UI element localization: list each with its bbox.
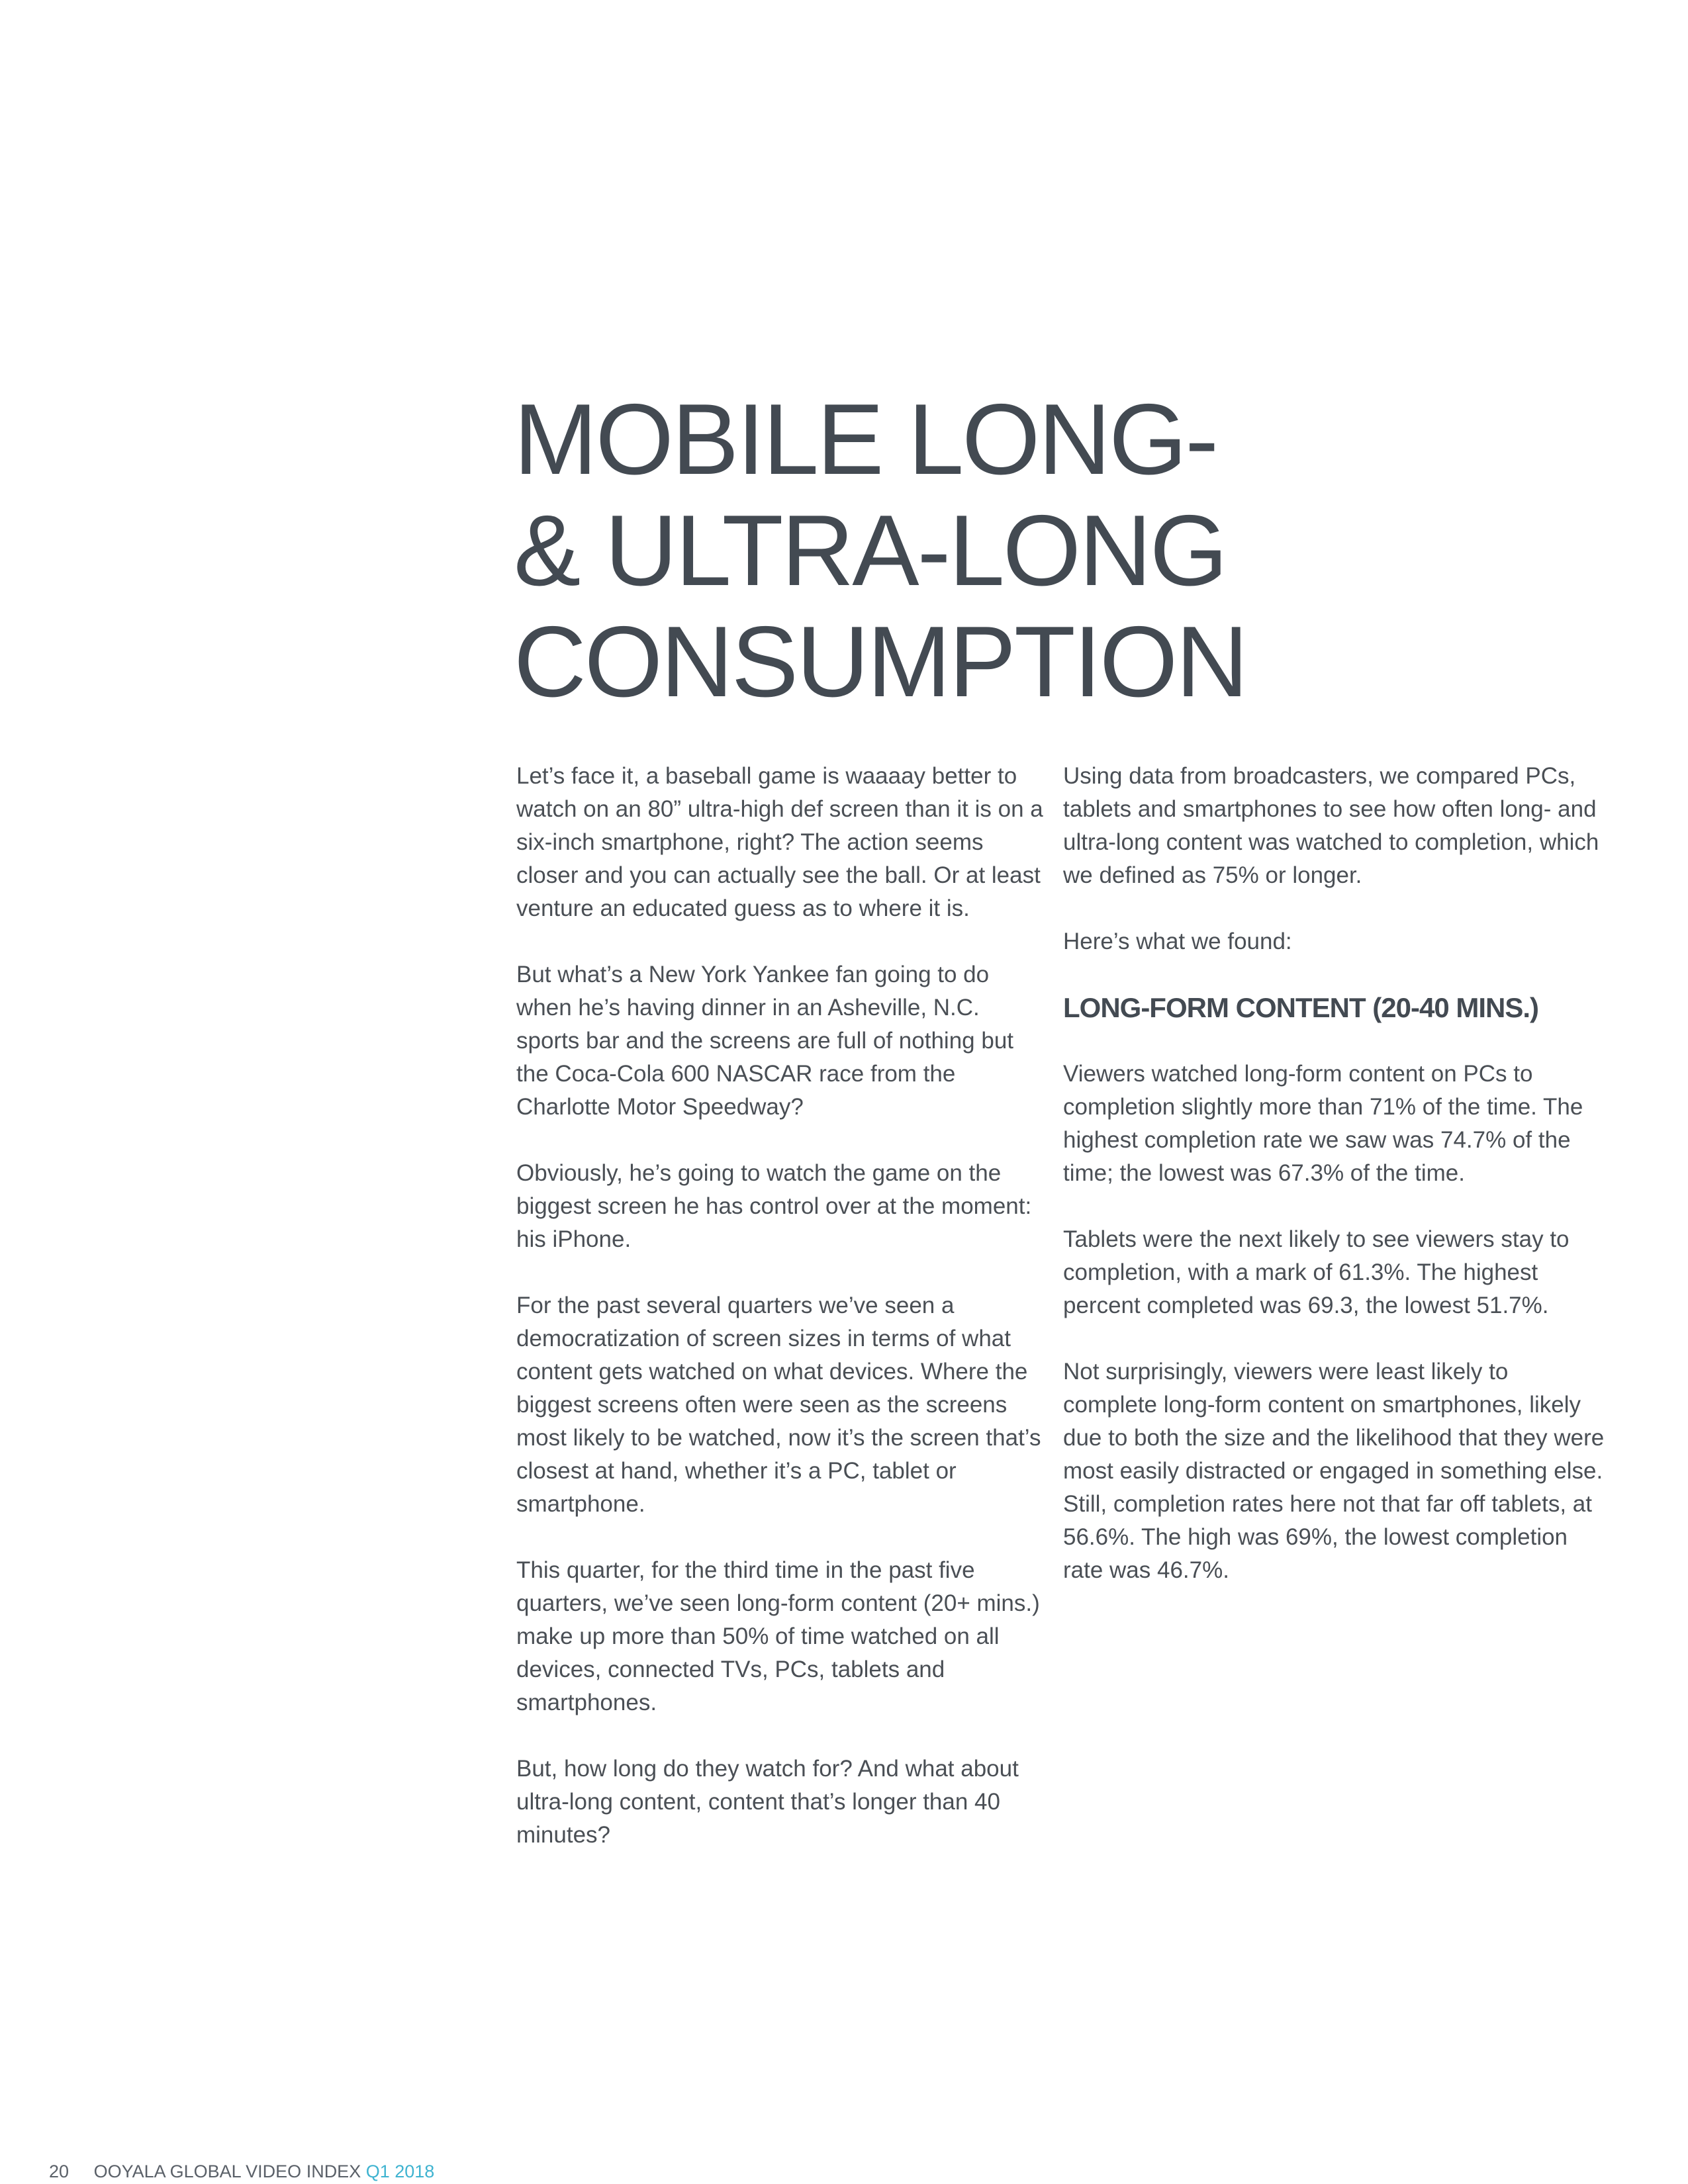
publication-period: Q1 2018 xyxy=(365,2161,435,2181)
right-paragraph-found: Here’s what we found: xyxy=(1063,929,1292,954)
right-paragraph-intro: Using data from broadcasters, we compared PCs, tablets and smartphones to see how often long- and ultra-long content was watched to completion, which we defined as 75% or longer. xyxy=(1063,763,1599,888)
publication-name: OOYALA GLOBAL VIDEO INDEX xyxy=(93,2161,361,2181)
left-paragraph-2: But what’s a New York Yankee fan going to do when he’s having dinner in an Asheville, N.C. sports bar and the screens are full of nothing but the Coca-Cola 600 NASCAR race from the Charlotte Motor Speedway? xyxy=(516,962,1014,1120)
page-title-line-2: & ULTRA-LONG xyxy=(514,494,1227,607)
section-subheading: LONG-FORM CONTENT (20-40 MINS.) xyxy=(1063,992,1539,1023)
right-paragraph-pcs: Viewers watched long-form content on PCs to completion slightly more than 71% of the time. The highest completion rate we saw was 74.7% of the time; the lowest was 67.3% of the time. xyxy=(1063,1061,1583,1186)
page-number: 20 xyxy=(49,2161,70,2181)
page-footer xyxy=(49,2161,434,2181)
right-paragraph-tablets: Tablets were the next likely to see viewers stay to completion, with a mark of 61.3%. The highest percent completed was 69.3, the lowest 51.7%. xyxy=(1063,1226,1570,1318)
page-title-line-1: MOBILE LONG- xyxy=(514,383,1217,496)
left-paragraph-4: For the past several quarters we’ve seen a democratization of screen sizes in terms of what content gets watched on what devices. Where the biggest screens often were seen as the screens most likely to be watched, now it’s the screen that’s closest at hand, whether it’s a PC, tablet or smartphone. xyxy=(516,1293,1041,1517)
left-paragraph-6: But, how long do they watch for? And what about ultra-long content, content that’s longer than 40 minutes? xyxy=(516,1756,1019,1848)
left-paragraph-5: This quarter, for the third time in the past five quarters, we’ve seen long-form content (20+ mins.) make up more than 50% of time watched on all devices, connected TVs, PCs, tablets and smartphones. xyxy=(516,1557,1040,1715)
left-paragraph-3: Obviously, he’s going to watch the game on the biggest screen he has control over at the moment: his iPhone. xyxy=(516,1160,1032,1252)
right-paragraph-smartphones: Not surprisingly, viewers were least likely to complete long-form content on smartphones, likely due to both the size and the likelihood that they were most easily distracted or engaged in something else. Still, completion rates here not that far off tablets, at 56.6%. The high was 69%, the lowest completion rate was 46.7%. xyxy=(1063,1359,1605,1583)
page-title-line-3: CONSUMPTION xyxy=(514,606,1246,718)
left-paragraph-1: Let’s face it, a baseball game is waaaay better to watch on an 80” ultra-high def screen than it is on a six-inch smartphone, right? The action seems closer and you can actually see the ball. Or at least venture an educated guess as to where it is. xyxy=(516,763,1043,921)
left-column xyxy=(516,760,1046,1852)
page-title xyxy=(514,384,1440,717)
right-column xyxy=(1063,760,1606,1587)
